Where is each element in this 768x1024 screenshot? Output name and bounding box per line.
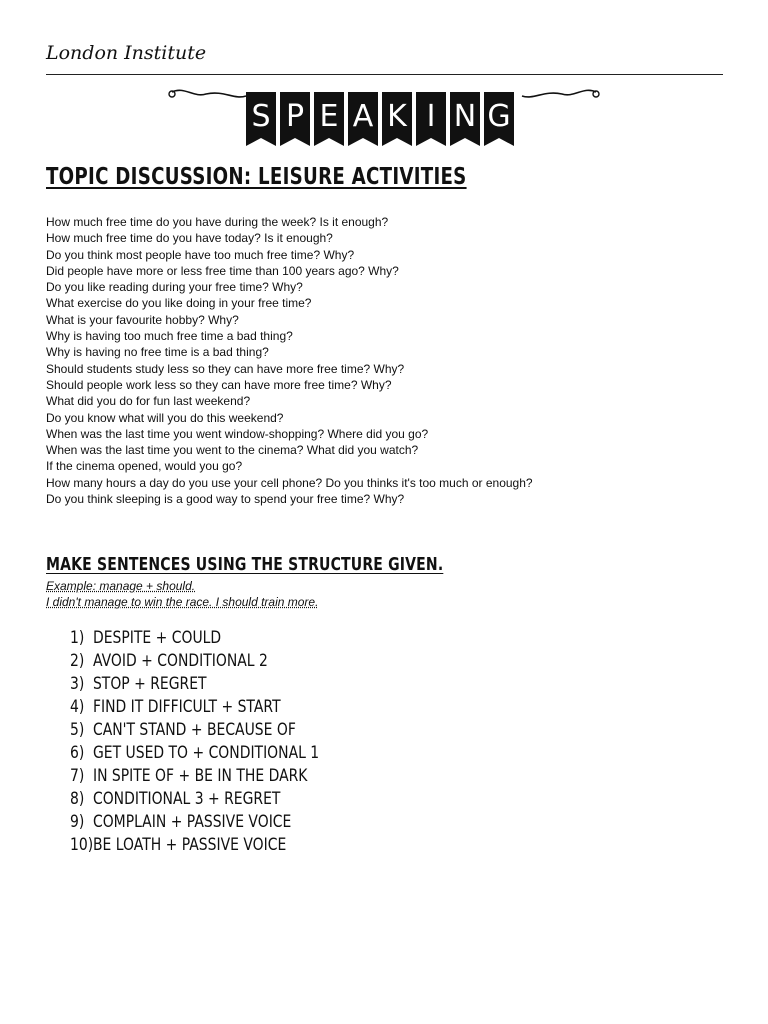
question-item: How much free time do you have during the week? Is it enough? <box>46 215 389 229</box>
question-item: How many hours a day do you use your cell phone? Do you thinks it's too much or enough? <box>46 475 533 490</box>
task-number: 2) <box>70 651 85 671</box>
task-number: 8) <box>70 789 85 809</box>
banner-letter: G <box>487 98 511 134</box>
question-item: What is your favourite hobby? Why? <box>46 312 239 327</box>
task-text: DESPITE + COULD <box>92 628 222 648</box>
question-item: Do you think sleeping is a good way to spend your free time? Why? <box>46 492 405 507</box>
topic-title: TOPIC DISCUSSION: LEISURE ACTIVITIES <box>46 164 467 190</box>
task-text: STOP + REGRET <box>92 674 207 694</box>
task-text: GET USED TO + CONDITIONAL 1 <box>92 743 320 763</box>
question-item: Why is having too much free time a bad thing? <box>46 329 293 344</box>
question-item: If the cinema opened, would you go? <box>46 459 243 474</box>
task-number: 10) <box>70 835 94 855</box>
task-item <box>70 834 319 857</box>
question-item: How much free time do you have today? Is it enough? <box>46 231 333 246</box>
question-item: When was the last time you went window-shopping? Where did you go? <box>46 426 429 441</box>
question-item: What exercise do you like doing in your free time? <box>46 296 312 311</box>
task-item <box>70 742 319 765</box>
brand-name: London Institute <box>46 42 207 64</box>
header-divider <box>46 74 723 75</box>
question-list <box>46 214 533 507</box>
task-number: 1) <box>70 628 85 648</box>
speaking-banner <box>164 84 604 150</box>
banner-letter: A <box>352 98 374 134</box>
task-item <box>70 627 319 650</box>
banner-letter: P <box>285 98 305 134</box>
task-text: BE LOATH + PASSIVE VOICE <box>92 835 287 855</box>
task-number: 5) <box>70 720 85 740</box>
example-answer: I didn't manage to win the race. I should train more. <box>46 595 319 609</box>
structure-section-title: MAKE SENTENCES USING THE STRUCTURE GIVEN. <box>46 554 444 575</box>
task-number: 9) <box>70 812 85 832</box>
structure-task-list <box>70 627 374 857</box>
task-item <box>70 719 319 742</box>
banner-letter: I <box>426 98 436 134</box>
question-item: Did people have more or less free time than 100 years ago? Why? <box>46 263 399 278</box>
task-item <box>70 673 319 696</box>
task-number: 7) <box>70 766 85 786</box>
task-item <box>70 788 319 811</box>
question-item: Do you think most people have too much free time? Why? <box>46 247 355 262</box>
task-item <box>70 811 319 834</box>
question-item: What did you do for fun last weekend? <box>46 394 251 409</box>
question-item: Should students study less so they can have more free time? Why? <box>46 361 405 376</box>
question-item: Why is having no free time is a bad thing? <box>46 345 269 360</box>
task-number: 4) <box>70 697 85 717</box>
task-item <box>70 650 319 673</box>
banner-letter: E <box>319 98 339 134</box>
question-item: Do you know what will you do this weekend? <box>46 410 284 425</box>
question-item: Do you like reading during your free time? Why? <box>46 280 303 295</box>
task-number: 6) <box>70 743 85 763</box>
task-number: 3) <box>70 674 85 694</box>
example-block <box>46 578 318 610</box>
question-item: Should people work less so they can have more free time? Why? <box>46 377 392 392</box>
task-text: CONDITIONAL 3 + REGRET <box>92 789 281 809</box>
task-text: IN SPITE OF + BE IN THE DARK <box>92 766 308 786</box>
task-text: FIND IT DIFFICULT + START <box>92 697 281 717</box>
question-item: When was the last time you went to the cinema? What did you watch? <box>46 443 419 458</box>
banner-letter: S <box>251 98 271 134</box>
task-text: CAN'T STAND + BECAUSE OF <box>92 720 296 740</box>
banner-letter: K <box>387 98 407 134</box>
task-item <box>70 696 319 719</box>
task-item <box>70 765 319 788</box>
task-text: AVOID + CONDITIONAL 2 <box>92 651 268 671</box>
banner-letter: N <box>453 98 477 134</box>
task-text: COMPLAIN + PASSIVE VOICE <box>92 812 292 832</box>
example-prompt: Example: manage + should. <box>46 579 196 593</box>
